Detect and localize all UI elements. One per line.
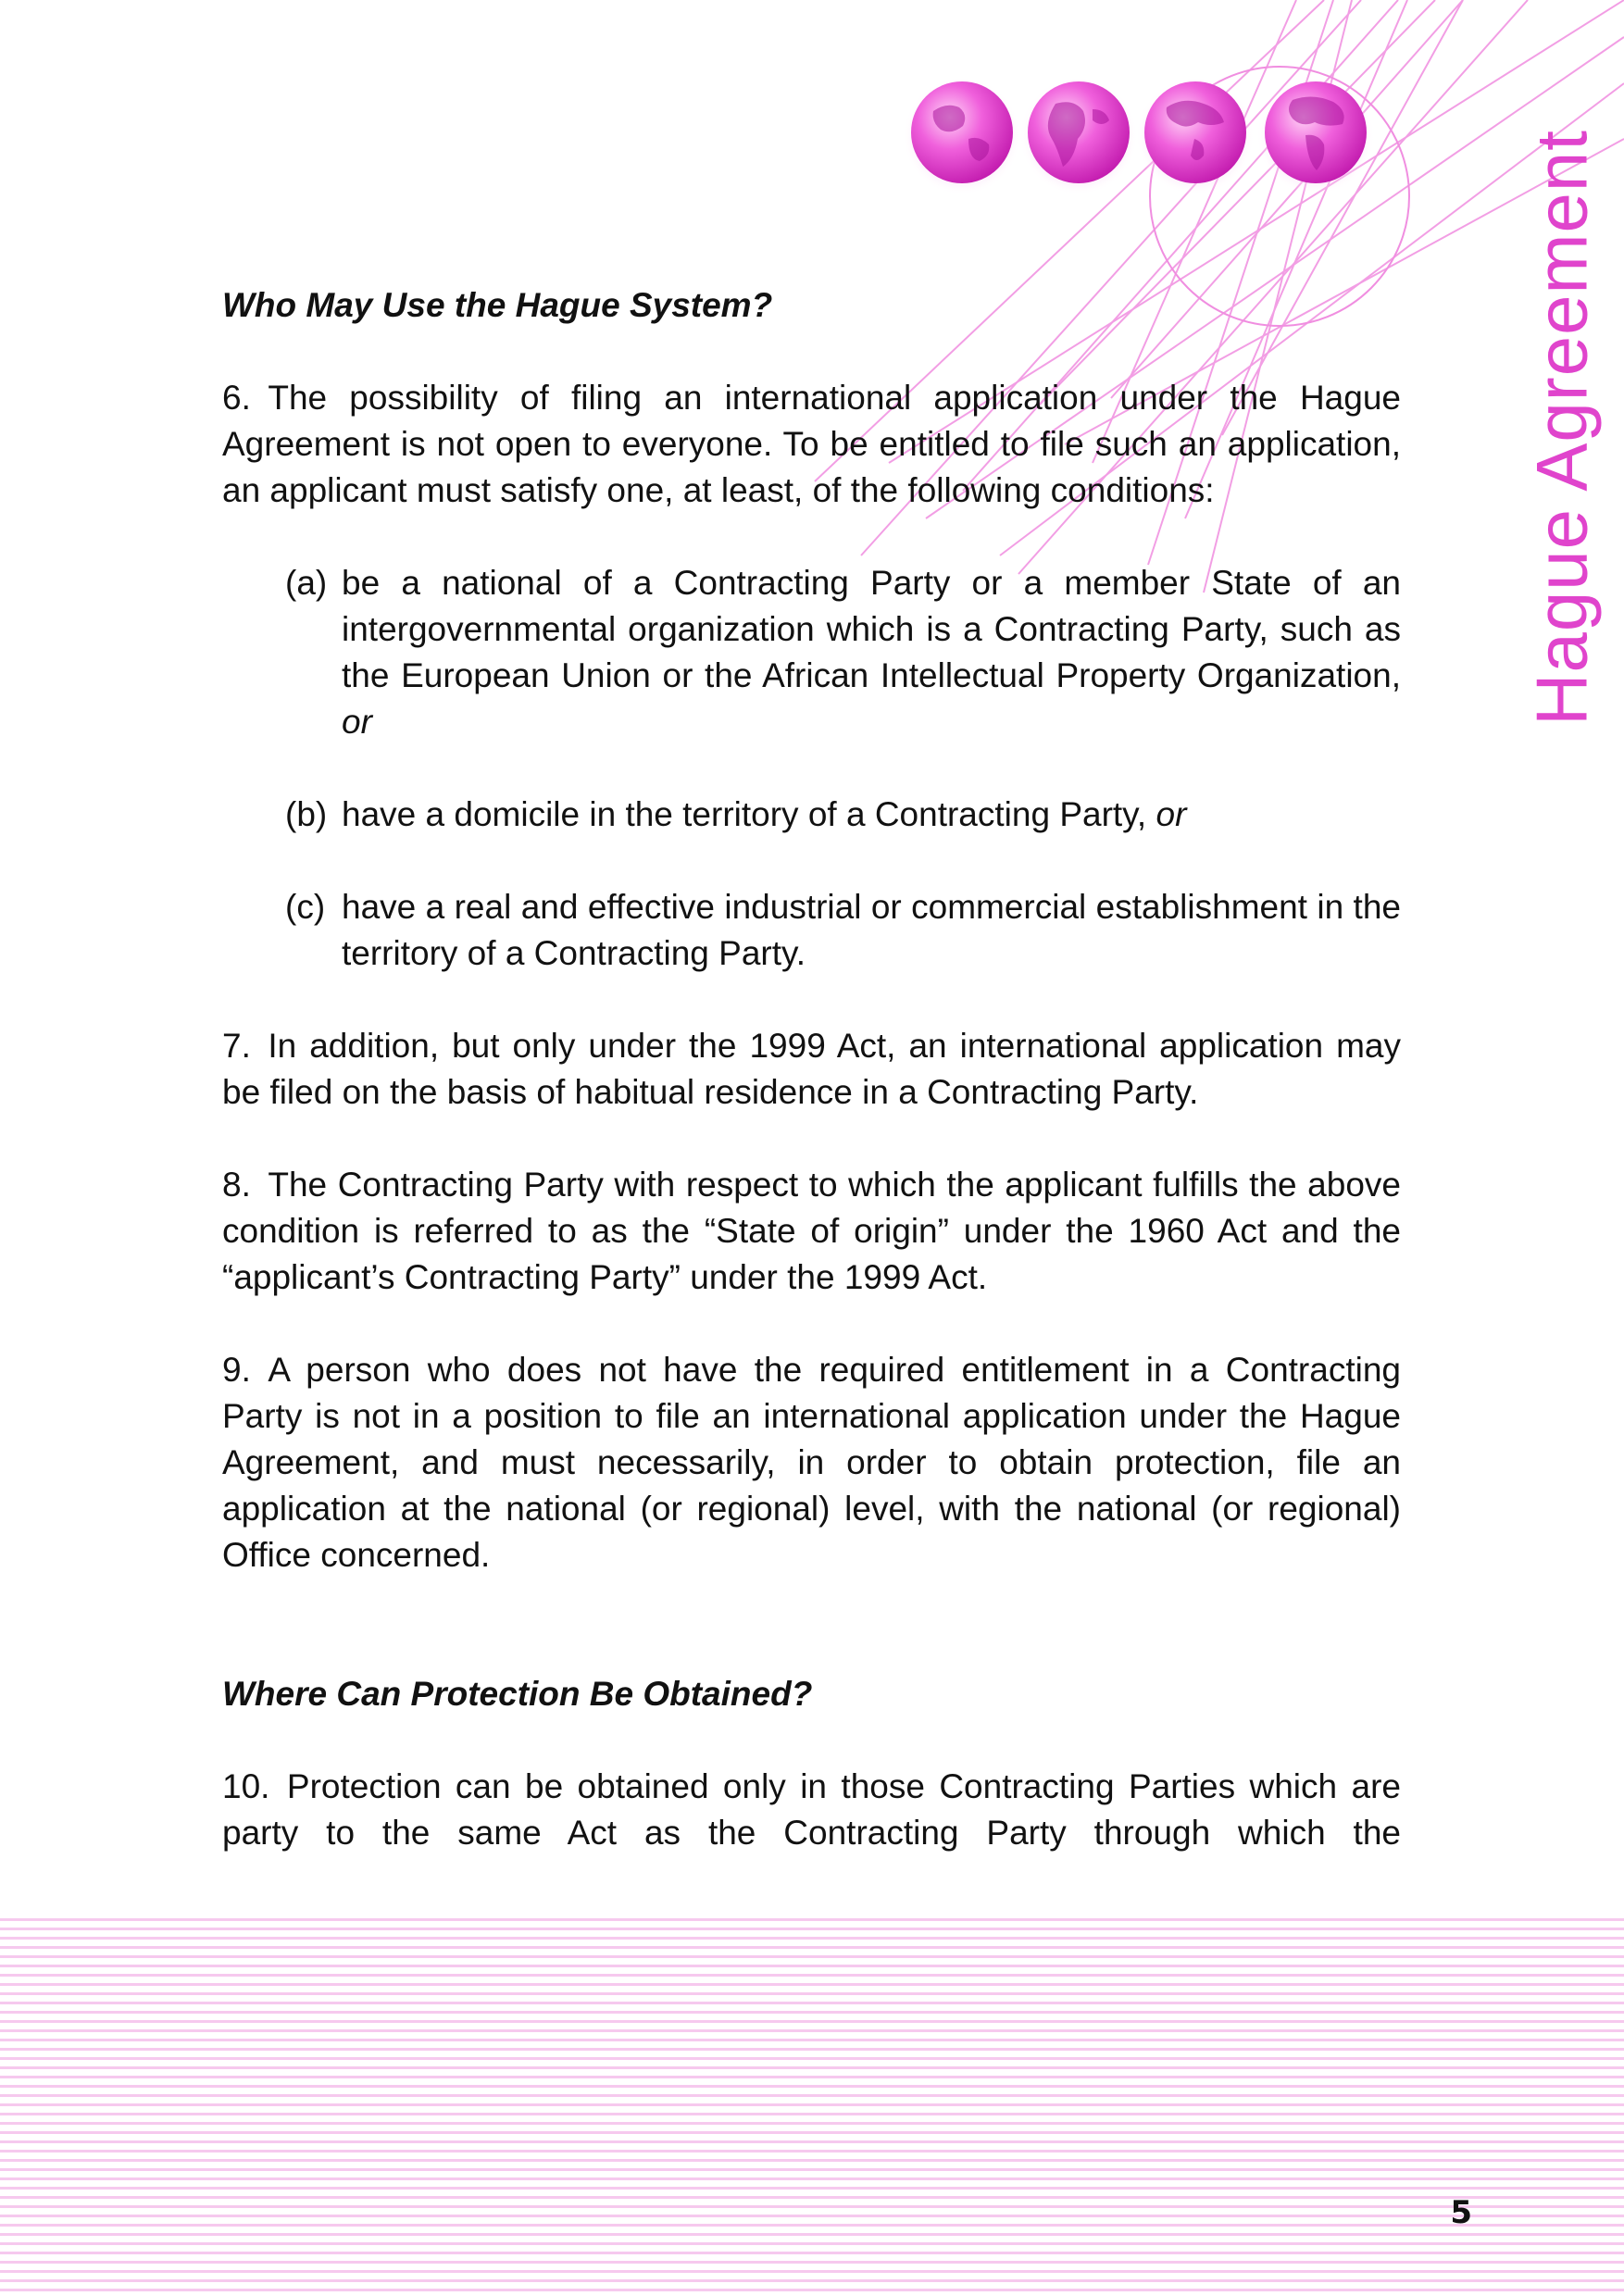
footer-stripes bbox=[0, 1918, 1624, 2296]
globe-icon bbox=[1256, 77, 1375, 195]
condition-label: (a) bbox=[285, 564, 328, 602]
page-content bbox=[222, 282, 1401, 1903]
globe-icon bbox=[903, 77, 1021, 195]
paragraph-8: 8. The Contracting Party with respect to which the applicant fulfills the above condition is referred to as the “State of origin” under the 1960 Act and the “applicant’s Contracting Party” under the 1999 Act. bbox=[222, 1166, 1401, 1296]
condition-item-a bbox=[222, 560, 1401, 745]
paragraph-6: 6. The possibility of filing an international application under the Hague Agreement is not open to everyone. To be entitled to file such an application, an applicant must satisfy one, at least, of the following conditions: bbox=[222, 379, 1401, 509]
page-number: 5 bbox=[1450, 2194, 1472, 2231]
condition-suffix: or bbox=[1156, 795, 1187, 833]
condition-item-b bbox=[222, 792, 1401, 838]
paragraph-10: 10. Protection can be obtained only in those Contracting Parties which are party to the same Act as the Contracting Party through which the bbox=[222, 1767, 1401, 1852]
condition-text: have a domicile in the territory of a Contracting Party, or bbox=[342, 795, 1187, 833]
globe-row bbox=[903, 77, 1375, 195]
globe-icon bbox=[1136, 77, 1255, 195]
section-heading-where-protection: Where Can Protection Be Obtained? bbox=[222, 1675, 813, 1713]
condition-label: (c) bbox=[285, 888, 326, 926]
condition-text: have a real and effective industrial or commercial establishment in the territory of a Contracting Party. bbox=[342, 888, 1401, 972]
condition-suffix: or bbox=[342, 703, 372, 741]
section-heading-who-may-use: Who May Use the Hague System? bbox=[222, 286, 773, 324]
condition-item-c bbox=[222, 884, 1401, 977]
condition-label: (b) bbox=[285, 795, 328, 833]
paragraph-7: 7. In addition, but only under the 1999 Act, an international application may be filed on the basis of habitual residence in a Contracting Party. bbox=[222, 1027, 1401, 1111]
globe-icon bbox=[1019, 77, 1138, 195]
paragraph-9: 9. A person who does not have the required entitlement in a Contracting Party is not in a position to file an international application under the Hague Agreement, and must necessarily, in order to obtain protection, file an application at the national (or regional) level, with the national (or regional) Office concerned. bbox=[222, 1351, 1401, 1574]
condition-text: be a national of a Contracting Party or a member State of an intergovernmental organization which is a Contracting Party, such as the European Union or the African Intellectual Property Organization, or bbox=[342, 564, 1401, 741]
side-title: Hague Agreement bbox=[1520, 130, 1603, 726]
